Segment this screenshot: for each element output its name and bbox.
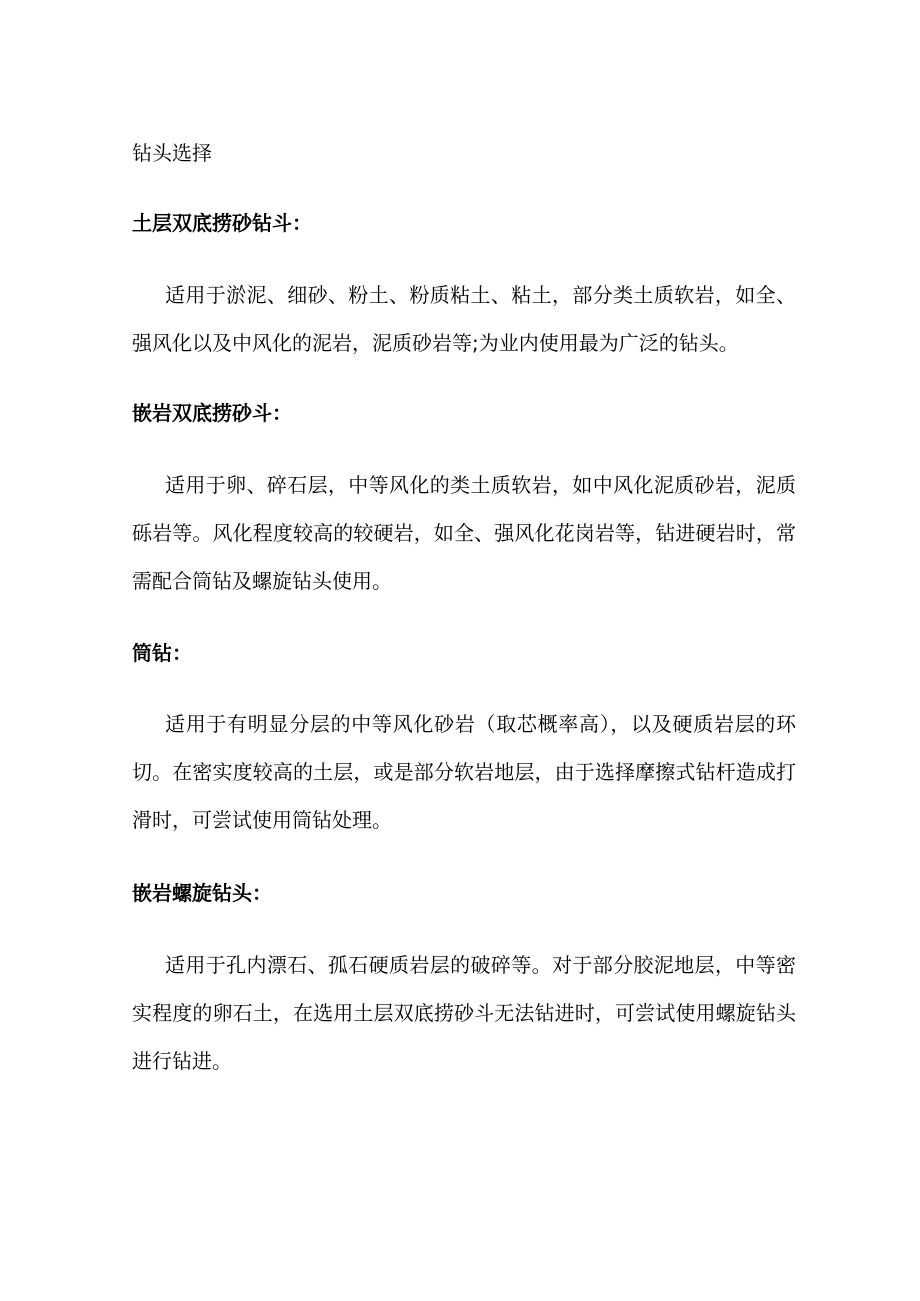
section-heading-core-barrel: 筒钻：: [132, 641, 192, 665]
section-heading-rock-bucket: 嵌岩双底捞砂斗：: [132, 401, 292, 425]
section-heading-auger: 嵌岩螺旋钻头：: [132, 881, 272, 905]
section-body-core-barrel: 适用于有明显分层的中等风化砂岩（取芯概率高），以及硬质岩层的环切。在密实度较高的土层，或是部分软岩地层，由于选择摩擦式钻杆造成打滑时，可尝试使用筒钻处理。: [132, 712, 796, 832]
section-heading-soil-bucket: 土层双底捞砂钻斗：: [132, 211, 312, 235]
section-body-soil-bucket: 适用于淤泥、细砂、粉土、粉质粘土、粘土，部分类土质软岩，如全、强风化以及中风化的泥岩，泥质砂岩等;为业内使用最为广泛的钻头。: [132, 283, 796, 355]
page-title: 钻头选择: [132, 141, 212, 165]
section-body-rock-bucket: 适用于卵、碎石层，中等风化的类土质软岩，如中风化泥质砂岩，泥质砾岩等。风化程度较高的较硬岩，如全、强风化花岗岩等，钻进硬岩时，常需配合筒钻及螺旋钻头使用。: [132, 473, 796, 593]
section-body-auger: 适用于孔内漂石、孤石硬质岩层的破碎等。对于部分胶泥地层，中等密实程度的卵石土，在选用土层双底捞砂斗无法钻进时，可尝试使用螺旋钻头进行钻进。: [132, 953, 796, 1073]
